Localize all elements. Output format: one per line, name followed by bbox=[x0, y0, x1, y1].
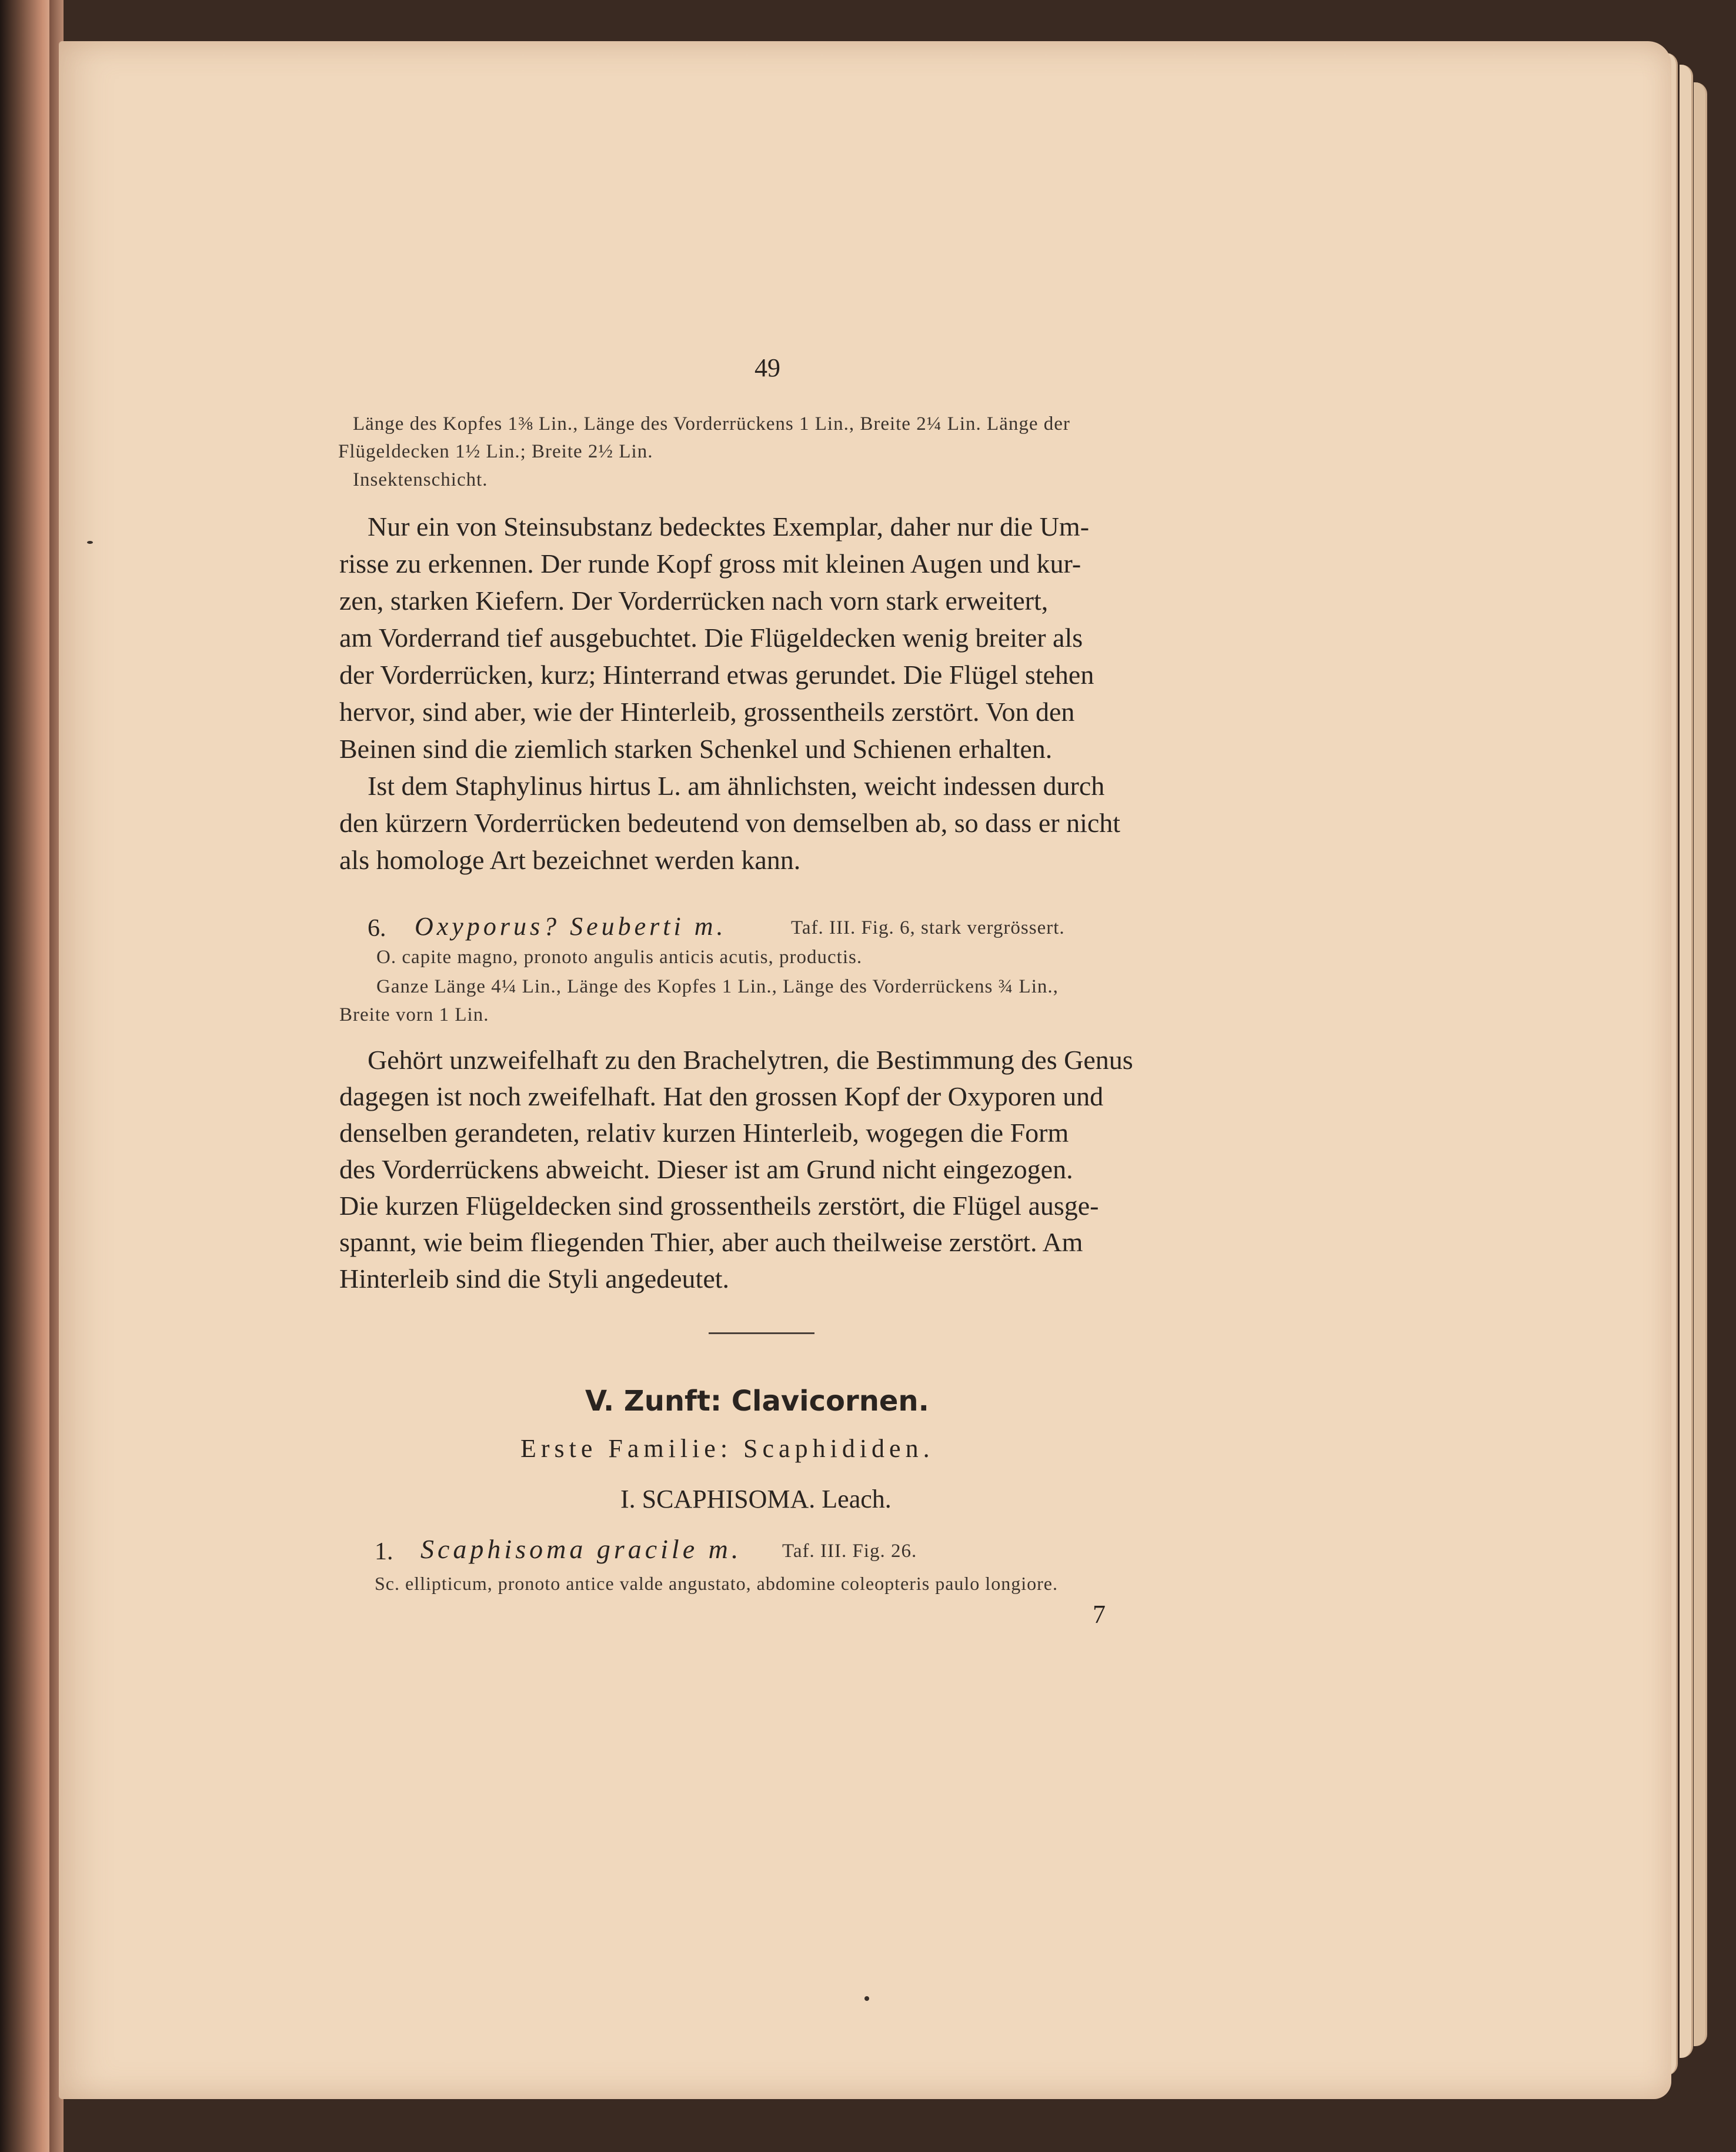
text-line: zen, starken Kiefern. Der Vorderrücken nach vorn stark erweitert, bbox=[339, 586, 1049, 616]
species-name: Oxyporus? Seuberti m. bbox=[415, 912, 727, 941]
species-number: 6. bbox=[368, 915, 386, 942]
text-line: den kürzern Vorderrücken bedeutend von demselben ab, so dass er nicht bbox=[339, 808, 1121, 838]
measurement-line: Länge des Kopfes 1⅜ Lin., Länge des Vorderrückens 1 Lin., Breite 2¼ Lin. Länge der bbox=[353, 413, 1070, 435]
genus-heading: I. SCAPHISOMA. Leach. bbox=[620, 1485, 892, 1513]
latin-diagnosis: Sc. ellipticum, pronoto antice valde angustato, abdomine coleopteris paulo longiore. bbox=[375, 1573, 1058, 1594]
specks bbox=[864, 1996, 869, 2001]
species-name: Scaphisoma gracile m. bbox=[420, 1534, 742, 1564]
latin-diagnosis: O. capite magno, pronoto angulis anticis acutis, productis. bbox=[376, 947, 863, 968]
section-heading: V. Zunft: Clavicornen. bbox=[585, 1385, 929, 1418]
measurement-line: Flügeldecken 1½ Lin.; Breite 2½ Lin. bbox=[338, 441, 653, 462]
text-line: Beinen sind die ziemlich starken Schenkel und Schienen erhalten. bbox=[339, 734, 1053, 764]
page-stack-edge bbox=[1680, 65, 1693, 2058]
text-line: Die kurzen Flügeldecken sind grossentheils zerstört, die Flügel ausge- bbox=[339, 1191, 1099, 1221]
text-line: Gehört unzweifelhaft zu den Brachelytren, die Bestimmung des Genus bbox=[368, 1045, 1133, 1075]
specks bbox=[87, 541, 93, 544]
page-number: 49 bbox=[755, 353, 780, 382]
plate-reference: Taf. III. Fig. 26. bbox=[782, 1541, 917, 1562]
text-line: hervor, sind aber, wie der Hinterleib, grossentheils zerstört. Von den bbox=[339, 697, 1075, 727]
text-line: Ist dem Staphylinus hirtus L. am ähnlichsten, weicht indessen durch bbox=[368, 771, 1105, 801]
signature-mark: 7 bbox=[1093, 1600, 1106, 1629]
plate-reference: Taf. III. Fig. 6, stark vergrössert. bbox=[791, 917, 1065, 938]
text-line: dagegen ist noch zweifelhaft. Hat den grossen Kopf der Oxyporen und bbox=[339, 1081, 1104, 1111]
text-line: als homologe Art bezeichnet werden kann. bbox=[339, 845, 801, 875]
species-number: 1. bbox=[375, 1538, 393, 1565]
facing-page-edge bbox=[0, 0, 56, 2152]
text-line: Hinterleib sind die Styli angedeutet. bbox=[339, 1264, 730, 1294]
text-line: am Vorderrand tief ausgebuchtet. Die Flügeldecken wenig breiter als bbox=[339, 623, 1083, 653]
family-heading: Erste Familie: Scaphididen. bbox=[520, 1434, 934, 1463]
text-line: des Vorderrückens abweicht. Dieser ist am Grund nicht eingezogen. bbox=[339, 1154, 1073, 1184]
measurement-line: Ganze Länge 4¼ Lin., Länge des Kopfes 1 Lin., Länge des Vorderrückens ¾ Lin., bbox=[376, 976, 1059, 997]
text-line: Nur ein von Steinsubstanz bedecktes Exemplar, daher nur die Um- bbox=[368, 512, 1090, 542]
layer-note: Insektenschicht. bbox=[353, 469, 488, 490]
text-line: der Vorderrücken, kurz; Hinterrand etwas gerundet. Die Flügel stehen bbox=[339, 660, 1094, 690]
text-line: risse zu erkennen. Der runde Kopf gross mit kleinen Augen und kur- bbox=[339, 549, 1081, 579]
section-divider bbox=[709, 1332, 814, 1334]
text-line: denselben gerandeten, relativ kurzen Hinterleib, wogegen die Form bbox=[339, 1118, 1069, 1148]
page-stack-edge bbox=[1694, 82, 1707, 2046]
measurement-line: Breite vorn 1 Lin. bbox=[339, 1004, 489, 1025]
text-line: spannt, wie beim fliegenden Thier, aber auch theilweise zerstört. Am bbox=[339, 1227, 1083, 1257]
